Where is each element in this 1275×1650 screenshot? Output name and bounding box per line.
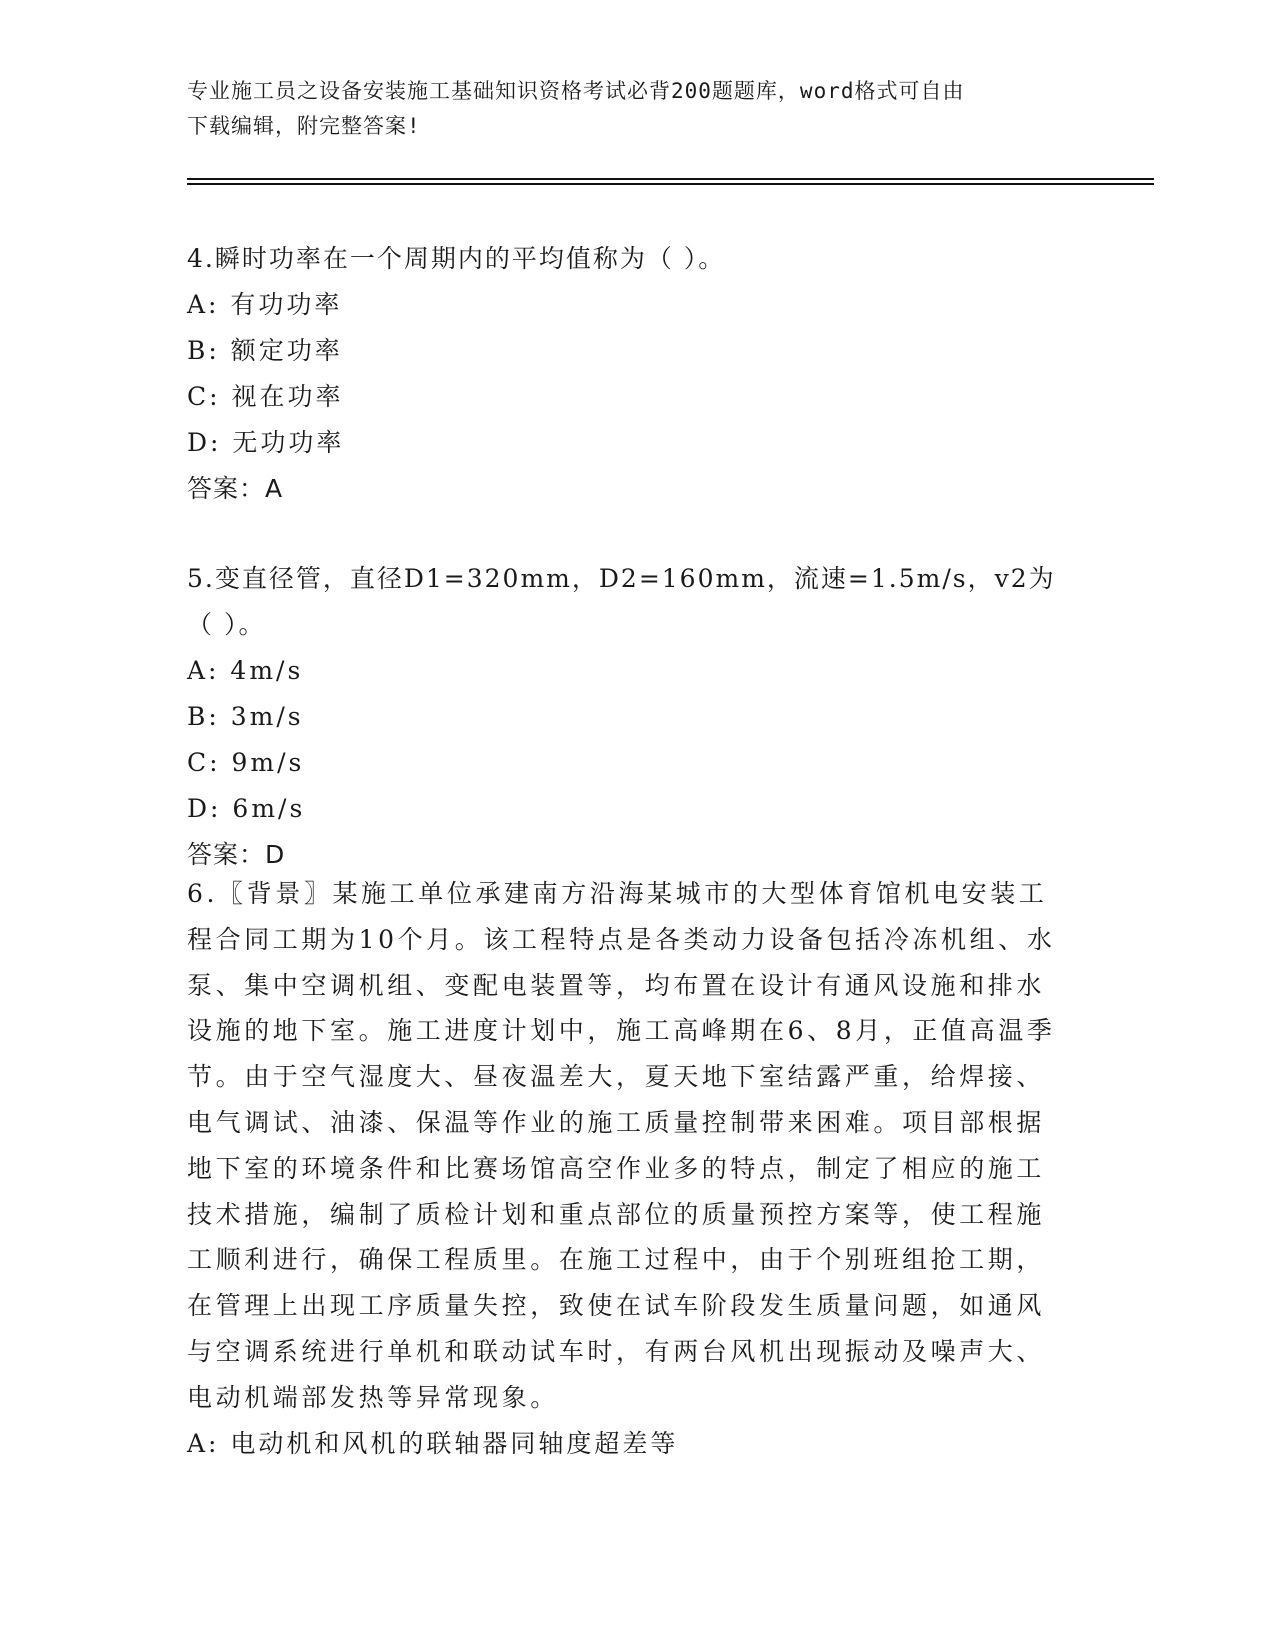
question-stem xyxy=(187,871,1067,1421)
answer: 答案：A xyxy=(187,474,284,503)
option-a: A: 电动机和风机的联轴器同轴度超差等 xyxy=(187,1428,679,1458)
option-a: A: 4m/s xyxy=(187,656,304,685)
stem-line: 技术措施，编制了质检计划和重点部位的质量预控方案等，使工程施 xyxy=(187,1199,1046,1229)
answer: 答案：D xyxy=(187,840,286,869)
question-5 xyxy=(187,556,1067,878)
option-a: A: 有功功率 xyxy=(187,290,343,319)
option-c: C: 视在功率 xyxy=(187,382,344,411)
option-c: C: 9m/s xyxy=(187,748,305,777)
stem-line: 程合同工期为10个月。该工程特点是各类动力设备包括冷冻机组、水 xyxy=(187,924,1056,954)
stem-line: 与空调系统进行单机和联动试车时，有两台风机出现振动及噪声大、 xyxy=(187,1336,1046,1366)
stem-line: 节。由于空气湿度大、昼夜温差大，夏天地下室结露严重，给焊接、 xyxy=(187,1062,1046,1092)
question-4 xyxy=(187,236,1067,512)
option-d: D: 无功功率 xyxy=(187,428,345,457)
header-divider-bottom xyxy=(187,183,1154,185)
header-line-1: 专业施工员之设备安装施工基础知识资格考试必背200题题库，word格式可自由 xyxy=(187,79,965,103)
stem-line: 地下室的环境条件和比赛场馆高空作业多的特点，制定了相应的施工 xyxy=(187,1153,1046,1183)
question-stem: 5.变直径管，直径D1=320mm，D2=160mm，流速=1.5m/s，v2为（ ）。 xyxy=(187,564,1056,639)
document-header xyxy=(187,74,1067,144)
stem-line: 电动机端部发热等异常现象。 xyxy=(187,1382,559,1412)
question-stem: 4.瞬时功率在一个周期内的平均值称为（ ）。 xyxy=(187,244,726,273)
option-b: B: 3m/s xyxy=(187,702,304,731)
question-6 xyxy=(187,871,1067,1467)
stem-line: 6.〖背景〗某施工单位承建南方沿海某城市的大型体育馆机电安装工 xyxy=(187,879,1048,908)
stem-line: 设施的地下室。施工进度计划中，施工高峰期在6、8月，正值高温季 xyxy=(187,1016,1056,1046)
header-line-2: 下载编辑，附完整答案! xyxy=(187,114,421,138)
stem-line: 在管理上出现工序质量失控，致使在试车阶段发生质量问题，如通风 xyxy=(187,1291,1046,1321)
header-divider-top xyxy=(187,178,1154,180)
option-b: B: 额定功率 xyxy=(187,336,343,365)
stem-line: 工顺利进行，确保工程质里。在施工过程中，由于个别班组抢工期， xyxy=(187,1245,1046,1275)
option-d: D: 6m/s xyxy=(187,794,306,823)
stem-line: 电气调试、油漆、保温等作业的施工质量控制带来困难。项目部根据 xyxy=(187,1107,1046,1137)
stem-line: 泵、集中空调机组、变配电装置等，均布置在设计有通风设施和排水 xyxy=(187,970,1046,1000)
